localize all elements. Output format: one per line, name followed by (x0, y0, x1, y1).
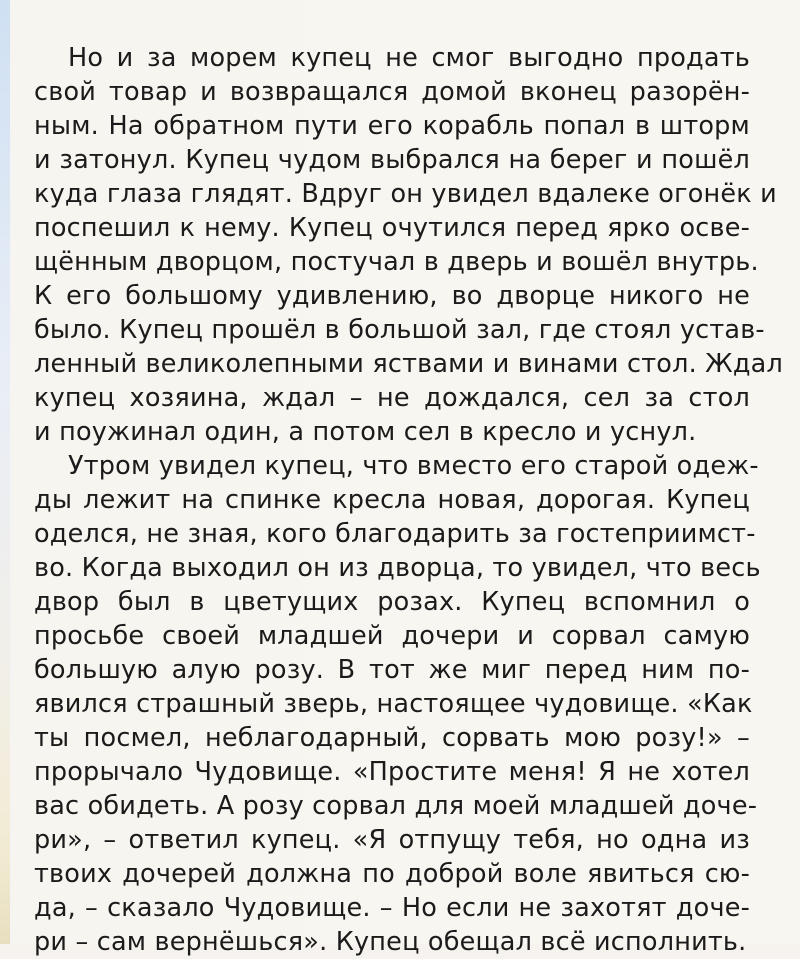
text-line: купец хозяина, ждал – не дождался, сел за стол (34, 383, 750, 413)
text-line: двор был в цветущих розах. Купец вспомнил о (34, 587, 750, 617)
text-line: просьбе своей младшей дочери и сорвал самую (34, 621, 750, 651)
text-line: поспешил к нему. Купец очутился перед ярко осве- (34, 213, 750, 243)
text-line: К его большому удивлению, во дворце никого не (34, 281, 750, 311)
text-line: ды лежит на спинке кресла новая, дорогая. Купец (34, 485, 750, 515)
text-line: ри», – ответил купец. «Я отпущу тебя, но одна из (34, 825, 750, 855)
text-line: прорычало Чудовище. «Простите меня! Я не хотел (34, 757, 750, 787)
text-line: явился страшный зверь, настоящее чудовище. «Как (34, 689, 753, 719)
paragraph-2 (34, 449, 761, 959)
story-text (34, 41, 784, 959)
text-line: Но и за морем купец не смог выгодно продать (68, 43, 750, 73)
text-line: куда глаза глядят. Вдруг он увидел вдалеке огонёк и (34, 179, 777, 209)
text-line: вас обидеть. А розу сорвал для моей младшей доче- (34, 791, 758, 821)
text-line: ным. На обратном пути его корабль попал в шторм (34, 111, 750, 141)
text-line: щённым дворцом, постучал в дверь и вошёл внутрь. (34, 247, 759, 277)
text-line: ты посмел, неблагодарный, сорвать мою розу!» – (34, 723, 750, 753)
text-line: и поужинал один, а потом сел в кресло и уснул. (34, 417, 697, 447)
text-line: во. Когда выходил он из дворца, то увидел, что весь (34, 553, 761, 583)
text-line: свой товар и возвращался домой вконец разорён- (34, 77, 750, 107)
text-line: ленный великолепными яствами и винами стол. Ждал (34, 349, 784, 379)
page-edge-decoration (0, 0, 10, 944)
text-line: да, – сказало Чудовище. – Но если не захотят доче- (34, 893, 750, 923)
text-line: оделся, не зная, кого благодарить за гостеприимст- (34, 519, 756, 549)
paragraph-1 (34, 41, 784, 449)
text-line: твоих дочерей должна по доброй воле явиться сю- (34, 859, 750, 889)
text-line: было. Купец прошёл в большой зал, где стоял устав- (34, 315, 765, 345)
text-line: ри – сам вернёшься». Купец обещал всё исполнить. (34, 927, 747, 957)
text-line: большую алую розу. В тот же миг перед ним по- (34, 655, 750, 685)
text-line: Утром увидел купец, что вместо его старой одеж- (68, 451, 759, 481)
text-line: и затонул. Купец чудом выбрался на берег и пошёл (34, 145, 750, 175)
